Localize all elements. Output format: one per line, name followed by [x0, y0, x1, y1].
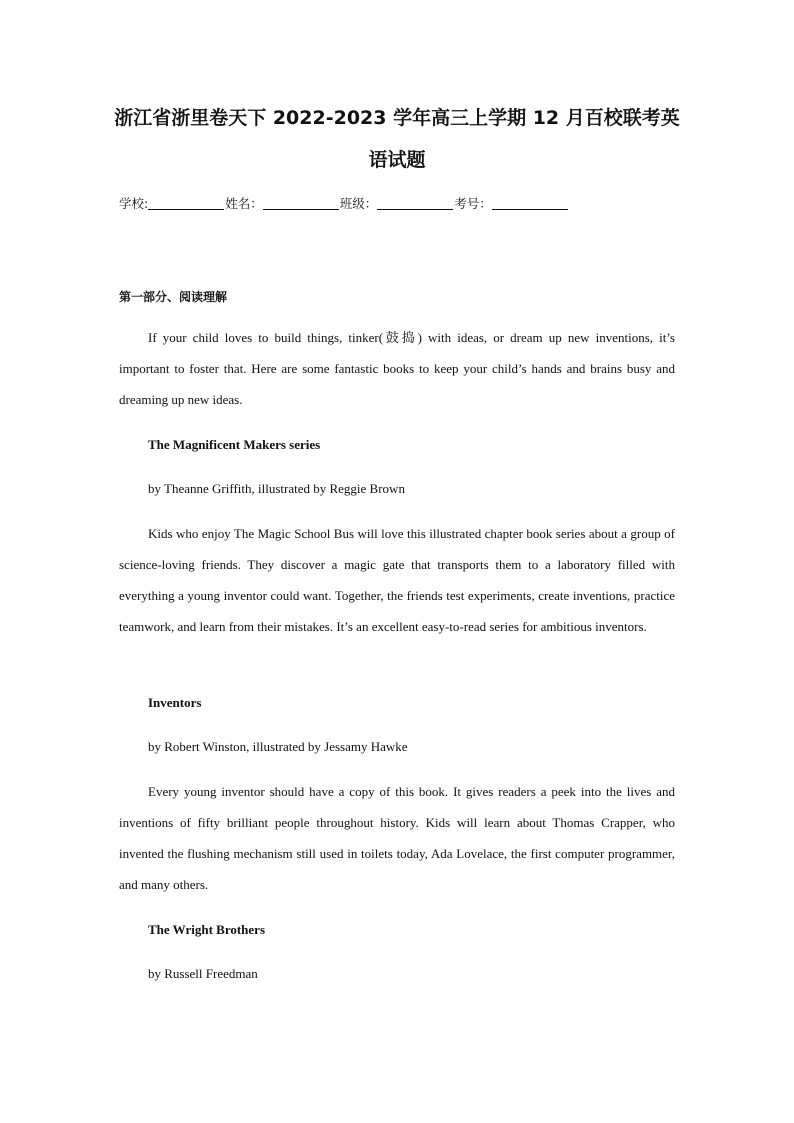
passage-intro: If your child loves to build things, tinker(鼓捣) with ideas, or dream up new inventions, it’s important to foster that. Here are some fantastic books to keep your child’s hands and brains busy and dreaming up new ideas.	[119, 330, 675, 407]
exam-no-blank[interactable]	[492, 195, 568, 210]
exam-no-label: 考号：	[454, 196, 492, 211]
book-byline: by Theanne Griffith, illustrated by Reggie Brown	[148, 481, 405, 496]
book-description: Kids who enjoy The Magic School Bus will love this illustrated chapter book series about a group of science-loving friends. They discover a magic gate that transports them to a laboratory filled with everything a young inventor could want. Together, the friends test experiments, create inventions, practice teamwork, and learn from their mistakes. It’s an excellent easy-to-read series for ambitious inventors.	[119, 526, 675, 634]
name-label: 姓名：	[225, 196, 263, 211]
class-blank[interactable]	[377, 195, 453, 210]
exam-title-line-2: 语试题	[368, 149, 426, 171]
book-byline: by Robert Winston, illustrated by Jessamy Hawke	[148, 739, 408, 754]
book-title: Inventors	[148, 695, 202, 710]
school-blank[interactable]	[148, 195, 224, 210]
school-label: 学校:	[119, 196, 149, 211]
exam-title-line-1: 浙江省浙里卷天下 2022-2023 学年高三上学期 12 月百校联考英	[114, 107, 680, 129]
book-title: The Wright Brothers	[148, 922, 266, 937]
student-info-line	[119, 195, 569, 213]
book-description: Every young inventor should have a copy of this book. It gives readers a peek into the lives and inventions of fifty brilliant people throughout history. Kids will learn about Thomas Crapper, who invented the flushing mechanism still used in toilets today, Ada Lovelace, the first computer programmer, and many others.	[119, 784, 675, 892]
book-byline: by Russell Freedman	[148, 966, 258, 981]
section-heading: 第一部分、阅读理解	[119, 290, 228, 304]
book-title: The Magnificent Makers series	[148, 437, 321, 452]
class-label: 班级：	[339, 196, 378, 211]
name-blank[interactable]	[263, 195, 339, 210]
